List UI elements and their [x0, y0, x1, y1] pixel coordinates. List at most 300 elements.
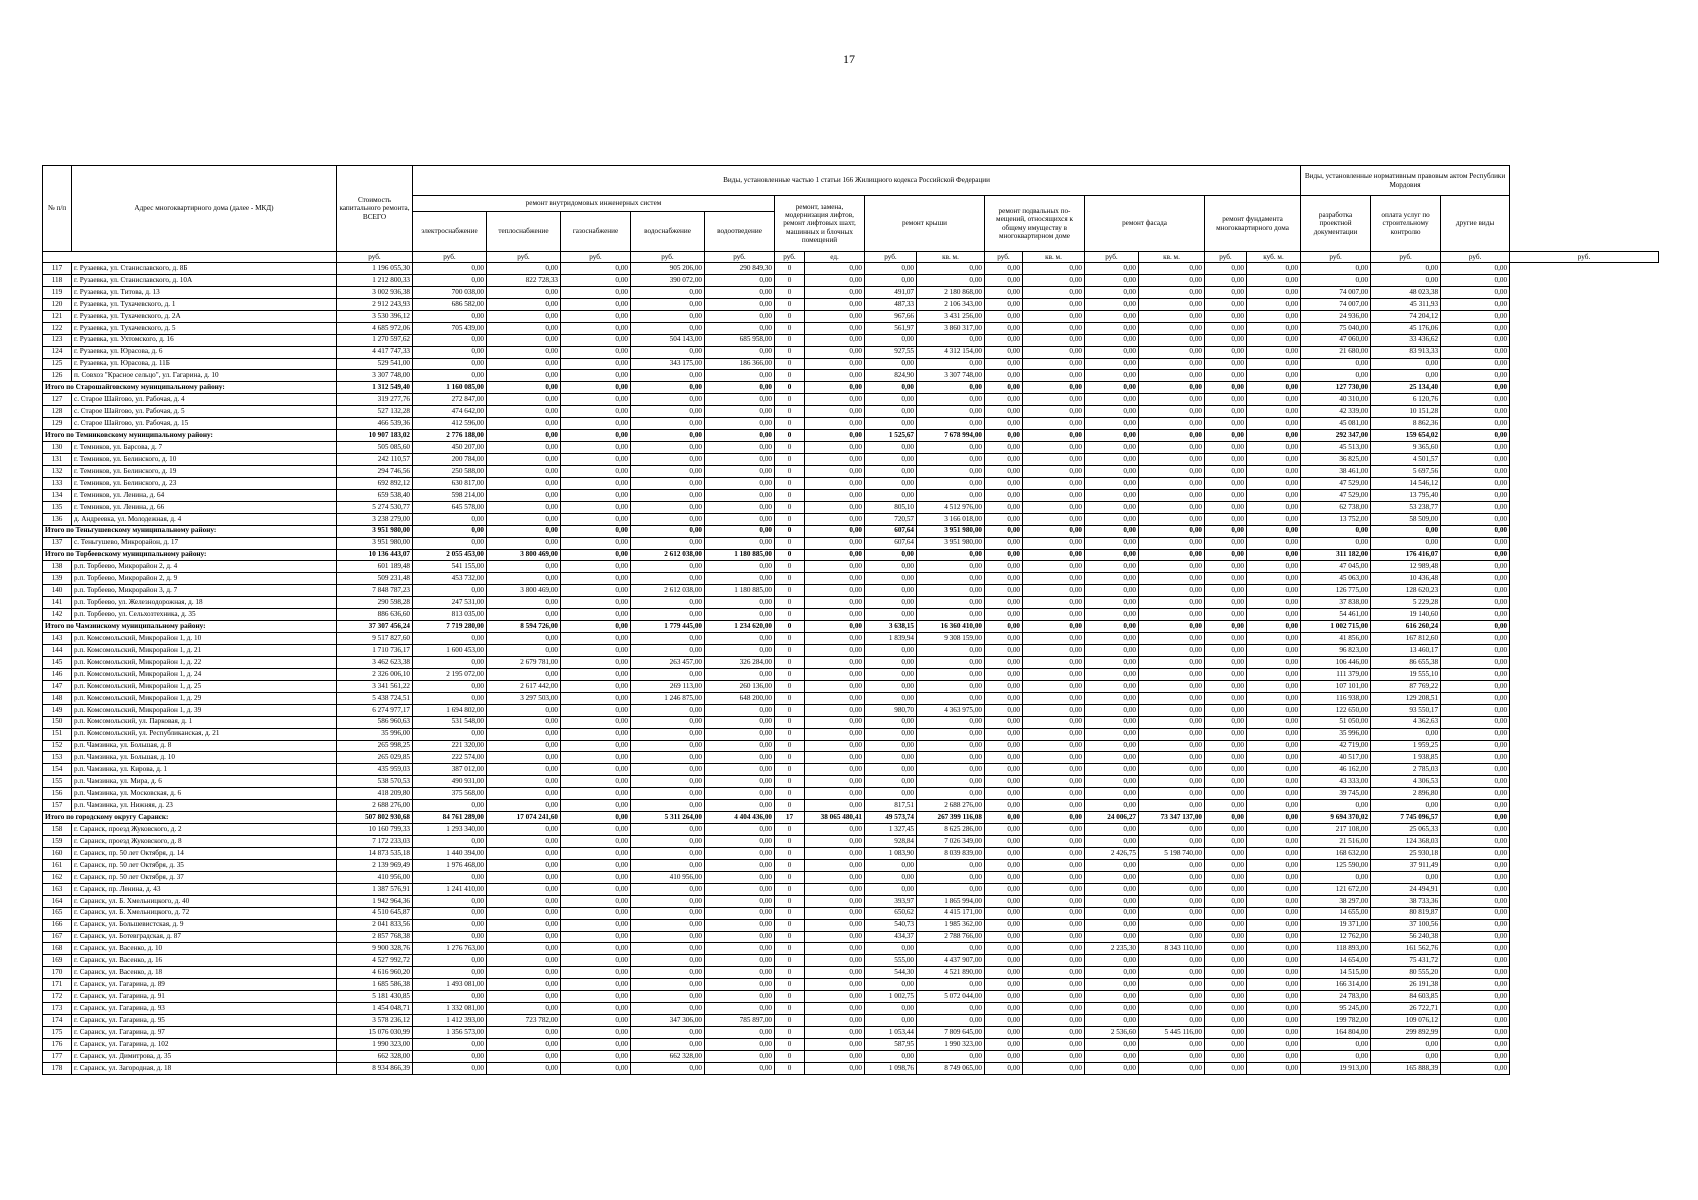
- value-cell: 0,00: [1023, 859, 1085, 871]
- value-cell: 1 493 081,00: [413, 979, 487, 991]
- value-cell: 0,00: [1139, 358, 1205, 370]
- value-cell: 0,00: [1441, 1027, 1510, 1039]
- value-cell: 509 231,48: [337, 573, 413, 585]
- value-cell: 0,00: [487, 776, 561, 788]
- value-cell: 0,00: [1023, 919, 1085, 931]
- value-cell: 0,00: [1371, 1038, 1441, 1050]
- value-cell: 0,00: [487, 824, 561, 836]
- value-cell: 0,00: [413, 1062, 487, 1074]
- value-cell: 0,00: [985, 585, 1023, 597]
- value-cell: 0: [775, 668, 805, 680]
- value-cell: 0,00: [1085, 919, 1139, 931]
- value-cell: 0,00: [631, 501, 705, 513]
- value-cell: 0,00: [561, 836, 631, 848]
- value-cell: 0,00: [805, 919, 865, 931]
- row-address: г. Темников, ул. Белинского, д. 10: [72, 454, 337, 466]
- table-row: [43, 573, 1659, 585]
- value-cell: 0,00: [1441, 895, 1510, 907]
- value-cell: 0,00: [1205, 346, 1247, 358]
- value-cell: 125 590,00: [1301, 859, 1371, 871]
- value-cell: 980,70: [865, 704, 917, 716]
- value-cell: 0,00: [487, 370, 561, 382]
- value-cell: 0,00: [1441, 656, 1510, 668]
- value-cell: 0,00: [1023, 346, 1085, 358]
- value-cell: 35 996,00: [337, 728, 413, 740]
- value-cell: 0,00: [805, 477, 865, 489]
- value-cell: 0,00: [705, 430, 775, 442]
- value-cell: 0,00: [705, 800, 775, 812]
- row-number: 161: [43, 859, 72, 871]
- value-cell: 0,00: [865, 943, 917, 955]
- value-cell: 0,00: [985, 1038, 1023, 1050]
- value-cell: 0,00: [985, 442, 1023, 454]
- table-row: [43, 883, 1659, 895]
- table-header: [43, 166, 1659, 263]
- value-cell: 0,00: [985, 298, 1023, 310]
- value-cell: 0,00: [561, 1003, 631, 1015]
- table-row: [43, 943, 1659, 955]
- value-cell: 0,00: [705, 1003, 775, 1015]
- table-row: [43, 477, 1659, 489]
- value-cell: 0,00: [1441, 955, 1510, 967]
- row-number: 131: [43, 454, 72, 466]
- value-cell: 805,10: [865, 501, 917, 513]
- value-cell: 0,00: [1205, 847, 1247, 859]
- value-cell: 0,00: [1205, 752, 1247, 764]
- value-cell: 0,00: [1247, 883, 1301, 895]
- row-number: 133: [43, 477, 72, 489]
- row-number: 140: [43, 585, 72, 597]
- value-cell: 0: [775, 704, 805, 716]
- row-address: г. Саранск, пр. 50 лет Октября, д. 37: [72, 871, 337, 883]
- value-cell: 12 989,48: [1371, 561, 1441, 573]
- value-cell: 0,00: [1247, 263, 1301, 275]
- value-cell: 127 730,00: [1301, 382, 1371, 394]
- value-cell: 0,00: [413, 263, 487, 275]
- value-cell: 0,00: [1023, 991, 1085, 1003]
- value-cell: 159 654,02: [1371, 430, 1441, 442]
- row-number: 154: [43, 764, 72, 776]
- value-cell: 0,00: [1023, 716, 1085, 728]
- value-cell: 0,00: [1139, 454, 1205, 466]
- value-cell: 0: [775, 454, 805, 466]
- value-cell: 450 207,00: [413, 442, 487, 454]
- value-cell: 265 998,25: [337, 740, 413, 752]
- value-cell: 0,00: [917, 442, 985, 454]
- value-cell: 0,00: [1085, 967, 1139, 979]
- row-address: р.п. Комсомольский, Микрорайон 1, д. 29: [72, 692, 337, 704]
- value-cell: 0,00: [1139, 907, 1205, 919]
- value-cell: 41 856,00: [1301, 633, 1371, 645]
- value-cell: 0,00: [865, 656, 917, 668]
- value-cell: 0,00: [1023, 704, 1085, 716]
- value-cell: 0: [775, 370, 805, 382]
- value-cell: 418 209,80: [337, 788, 413, 800]
- value-cell: 222 574,00: [413, 752, 487, 764]
- value-cell: 387 012,00: [413, 764, 487, 776]
- value-cell: 0,00: [1247, 489, 1301, 501]
- value-cell: 1 246 875,00: [631, 692, 705, 704]
- value-cell: 487,33: [865, 298, 917, 310]
- value-cell: 0,00: [865, 788, 917, 800]
- value-cell: 0,00: [1205, 955, 1247, 967]
- value-cell: 0,00: [631, 1038, 705, 1050]
- value-cell: 0,00: [1441, 489, 1510, 501]
- value-cell: 0,00: [487, 358, 561, 370]
- value-cell: 0,00: [1247, 513, 1301, 525]
- value-cell: 0,00: [985, 991, 1023, 1003]
- value-cell: 0,00: [805, 573, 865, 585]
- value-cell: 16 360 410,00: [917, 621, 985, 633]
- value-cell: 0,00: [631, 418, 705, 430]
- value-cell: 0,00: [1023, 943, 1085, 955]
- value-cell: 1 270 597,62: [337, 334, 413, 346]
- table-body: [43, 263, 1659, 1075]
- value-cell: 0,00: [805, 836, 865, 848]
- value-cell: 0,00: [1085, 800, 1139, 812]
- value-cell: 0,00: [805, 298, 865, 310]
- value-cell: 19 555,10: [1371, 668, 1441, 680]
- value-cell: 3 462 623,38: [337, 656, 413, 668]
- value-cell: 0,00: [561, 477, 631, 489]
- value-cell: 0,00: [917, 561, 985, 573]
- value-cell: 0,00: [1139, 561, 1205, 573]
- value-cell: 0: [775, 752, 805, 764]
- value-cell: 0,00: [865, 585, 917, 597]
- value-cell: 453 732,00: [413, 573, 487, 585]
- value-cell: 24 936,00: [1301, 310, 1371, 322]
- value-cell: 0,00: [917, 776, 985, 788]
- value-cell: 587,95: [865, 1038, 917, 1050]
- row-number: 163: [43, 883, 72, 895]
- value-cell: 692 892,12: [337, 477, 413, 489]
- value-cell: 2 235,30: [1085, 943, 1139, 955]
- value-cell: 0,00: [631, 322, 705, 334]
- value-cell: 0,00: [985, 489, 1023, 501]
- row-address: р.п. Комсомольский, Микрорайон 1, д. 10: [72, 633, 337, 645]
- value-cell: 0,00: [865, 680, 917, 692]
- value-cell: 45 063,00: [1301, 573, 1371, 585]
- value-cell: 0,00: [705, 907, 775, 919]
- value-cell: 0,00: [1023, 561, 1085, 573]
- value-cell: 0,00: [1247, 501, 1301, 513]
- value-cell: 0,00: [985, 1062, 1023, 1074]
- value-cell: 0,00: [917, 274, 985, 286]
- value-cell: 0,00: [1023, 967, 1085, 979]
- value-cell: 290 598,28: [337, 597, 413, 609]
- table-row: [43, 1027, 1659, 1039]
- value-cell: 0,00: [1085, 585, 1139, 597]
- value-cell: 19 371,00: [1301, 919, 1371, 931]
- value-cell: 0,00: [1205, 704, 1247, 716]
- value-cell: 0,00: [1205, 668, 1247, 680]
- value-cell: 0,00: [1139, 764, 1205, 776]
- row-number: 167: [43, 931, 72, 943]
- value-cell: 0,00: [1139, 1062, 1205, 1074]
- value-cell: 785 897,00: [705, 1015, 775, 1027]
- row-number: 128: [43, 406, 72, 418]
- row-address: с. Старое Шайгово, ул. Рабочая, д. 15: [72, 418, 337, 430]
- value-cell: 0,00: [631, 537, 705, 549]
- value-cell: 0,00: [1023, 836, 1085, 848]
- value-cell: 0,00: [631, 286, 705, 298]
- value-cell: 598 214,00: [413, 489, 487, 501]
- value-cell: 1 685 586,38: [337, 979, 413, 991]
- value-cell: 0,00: [1085, 609, 1139, 621]
- value-cell: 0,00: [705, 394, 775, 406]
- table-row: [43, 633, 1659, 645]
- value-cell: 0,00: [1441, 764, 1510, 776]
- value-cell: 0,00: [917, 382, 985, 394]
- value-cell: 0,00: [1139, 800, 1205, 812]
- value-cell: 0: [775, 501, 805, 513]
- value-cell: 0,00: [1301, 537, 1371, 549]
- value-cell: 40 517,00: [1301, 752, 1371, 764]
- unit-cell: руб.: [865, 252, 917, 263]
- value-cell: 967,66: [865, 310, 917, 322]
- value-cell: 47 045,00: [1301, 561, 1371, 573]
- total-row: [43, 621, 1659, 633]
- value-cell: 0,00: [1085, 370, 1139, 382]
- table-row: [43, 442, 1659, 454]
- value-cell: 0,00: [1441, 394, 1510, 406]
- value-cell: 0,00: [1441, 1003, 1510, 1015]
- value-cell: 0,00: [561, 1062, 631, 1074]
- value-cell: 0,00: [1205, 1027, 1247, 1039]
- unit-cell: руб.: [1510, 252, 1659, 263]
- value-cell: 0,00: [1371, 1050, 1441, 1062]
- value-cell: 0,00: [1139, 442, 1205, 454]
- value-cell: 0,00: [1441, 943, 1510, 955]
- row-address: г. Рузаевка, ул. Титова, д. 13: [72, 286, 337, 298]
- col-engineering: ремонт внутридомовых инженерных систем: [413, 196, 775, 212]
- value-cell: 0,00: [1205, 274, 1247, 286]
- col-elevators: ремонт, замена, модернизация лифтов, ремонт лифтовых шахт, машинных и блочных помещений: [775, 196, 865, 252]
- value-cell: 0,00: [1085, 1038, 1139, 1050]
- value-cell: 0,00: [487, 836, 561, 848]
- value-cell: 0,00: [561, 465, 631, 477]
- value-cell: 0,00: [865, 883, 917, 895]
- value-cell: 0,00: [985, 465, 1023, 477]
- value-cell: 0,00: [1441, 812, 1510, 824]
- row-number: 117: [43, 263, 72, 275]
- value-cell: 0,00: [985, 943, 1023, 955]
- row-address: г. Саранск, ул. Гагарина, д. 95: [72, 1015, 337, 1027]
- value-cell: 0,00: [805, 895, 865, 907]
- table-row: [43, 370, 1659, 382]
- value-cell: 527 132,28: [337, 406, 413, 418]
- value-cell: 0,00: [561, 609, 631, 621]
- value-cell: 0,00: [1247, 430, 1301, 442]
- value-cell: 0,00: [985, 931, 1023, 943]
- value-cell: 0,00: [1441, 788, 1510, 800]
- value-cell: 0,00: [1023, 728, 1085, 740]
- value-cell: 0,00: [487, 859, 561, 871]
- row-number: 132: [43, 465, 72, 477]
- value-cell: 0,00: [1247, 1062, 1301, 1074]
- value-cell: 0,00: [705, 776, 775, 788]
- value-cell: 0,00: [1247, 1038, 1301, 1050]
- value-cell: 0,00: [1247, 477, 1301, 489]
- value-cell: 0,00: [805, 322, 865, 334]
- value-cell: 0,00: [805, 692, 865, 704]
- value-cell: 0,00: [1023, 585, 1085, 597]
- value-cell: 0: [775, 263, 805, 275]
- value-cell: 7 848 787,23: [337, 585, 413, 597]
- value-cell: 0,00: [487, 967, 561, 979]
- value-cell: 0,00: [1205, 1062, 1247, 1074]
- value-cell: 0,00: [705, 871, 775, 883]
- value-cell: 0,00: [705, 895, 775, 907]
- value-cell: 0,00: [985, 537, 1023, 549]
- value-cell: 0,00: [1247, 394, 1301, 406]
- value-cell: 0: [775, 907, 805, 919]
- value-cell: 0,00: [917, 406, 985, 418]
- value-cell: 0,00: [705, 418, 775, 430]
- value-cell: 0,00: [985, 919, 1023, 931]
- value-cell: 0,00: [865, 752, 917, 764]
- value-cell: 927,55: [865, 346, 917, 358]
- value-cell: 17: [775, 812, 805, 824]
- total-row: [43, 525, 1659, 537]
- value-cell: 0,00: [1205, 907, 1247, 919]
- value-cell: 0,00: [1441, 465, 1510, 477]
- value-cell: 2 180 868,00: [917, 286, 985, 298]
- value-cell: 0,00: [561, 418, 631, 430]
- value-cell: 0,00: [487, 442, 561, 454]
- value-cell: 0,00: [1441, 597, 1510, 609]
- value-cell: 0,00: [805, 776, 865, 788]
- value-cell: 0,00: [1085, 1062, 1139, 1074]
- value-cell: 3 638,15: [865, 621, 917, 633]
- value-cell: 1 694 802,00: [413, 704, 487, 716]
- unit-cell: ед.: [805, 252, 865, 263]
- value-cell: 1 196 055,30: [337, 263, 413, 275]
- table-row: [43, 334, 1659, 346]
- value-cell: 0,00: [705, 609, 775, 621]
- value-cell: 0,00: [631, 764, 705, 776]
- value-cell: 0,00: [917, 609, 985, 621]
- col-facade: ремонт фасада: [1085, 196, 1205, 252]
- value-cell: 38 461,00: [1301, 465, 1371, 477]
- value-cell: 0,00: [487, 561, 561, 573]
- value-cell: 586 960,63: [337, 716, 413, 728]
- value-cell: 0,00: [1247, 465, 1301, 477]
- value-cell: 0,00: [865, 668, 917, 680]
- value-cell: 0,00: [1023, 1062, 1085, 1074]
- value-cell: 265 029,85: [337, 752, 413, 764]
- value-cell: 0,00: [805, 668, 865, 680]
- row-address: г. Рузаевка, ул. Тухачевского, д. 5: [72, 322, 337, 334]
- value-cell: 4 501,57: [1371, 454, 1441, 466]
- value-cell: 410 956,00: [631, 871, 705, 883]
- value-cell: 0: [775, 274, 805, 286]
- value-cell: 0,00: [1441, 824, 1510, 836]
- value-cell: 0,00: [865, 382, 917, 394]
- value-cell: 0,00: [1441, 680, 1510, 692]
- table-row: [43, 859, 1659, 871]
- value-cell: 0,00: [805, 1027, 865, 1039]
- value-cell: 0,00: [1023, 263, 1085, 275]
- value-cell: 0,00: [985, 382, 1023, 394]
- value-cell: 1 002 715,00: [1301, 621, 1371, 633]
- table-row: [43, 740, 1659, 752]
- value-cell: 1 098,76: [865, 1062, 917, 1074]
- value-cell: 0,00: [1441, 322, 1510, 334]
- value-cell: 0,00: [413, 836, 487, 848]
- table-row: [43, 907, 1659, 919]
- value-cell: 343 175,00: [631, 358, 705, 370]
- value-cell: 326 284,00: [705, 656, 775, 668]
- value-cell: 0: [775, 621, 805, 633]
- value-cell: 0,00: [413, 967, 487, 979]
- value-cell: 412 596,00: [413, 418, 487, 430]
- unit-cell: кв. м.: [917, 252, 985, 263]
- value-cell: 0,00: [1139, 573, 1205, 585]
- value-cell: 0,00: [985, 310, 1023, 322]
- table-row: [43, 274, 1659, 286]
- value-cell: 84 761 289,00: [413, 812, 487, 824]
- table-row: [43, 310, 1659, 322]
- value-cell: 0,00: [805, 406, 865, 418]
- value-cell: 0,00: [1023, 1015, 1085, 1027]
- value-cell: 0,00: [1205, 716, 1247, 728]
- row-address: г. Рузаевка, ул. Юрасова, д. 11Б: [72, 358, 337, 370]
- value-cell: 0,00: [1023, 609, 1085, 621]
- value-cell: 1 180 885,00: [705, 549, 775, 561]
- value-cell: 0,00: [561, 621, 631, 633]
- value-cell: 0,00: [865, 871, 917, 883]
- value-cell: 0,00: [1441, 1062, 1510, 1074]
- value-cell: 0,00: [1441, 334, 1510, 346]
- value-cell: 0,00: [805, 871, 865, 883]
- value-cell: 0: [775, 871, 805, 883]
- value-cell: 0,00: [1441, 919, 1510, 931]
- value-cell: 0,00: [985, 764, 1023, 776]
- value-cell: 3 307 748,00: [337, 370, 413, 382]
- value-cell: 0: [775, 597, 805, 609]
- value-cell: 0,00: [631, 895, 705, 907]
- value-cell: 0,00: [1085, 991, 1139, 1003]
- value-cell: 0,00: [1085, 895, 1139, 907]
- row-address: г. Саранск, ул. Гагарина, д. 93: [72, 1003, 337, 1015]
- value-cell: 0,00: [1247, 358, 1301, 370]
- row-number: 118: [43, 274, 72, 286]
- value-cell: 0,00: [917, 859, 985, 871]
- value-cell: 0,00: [805, 955, 865, 967]
- value-cell: 0,00: [1023, 358, 1085, 370]
- total-row: [43, 430, 1659, 442]
- value-cell: 14 873 535,18: [337, 847, 413, 859]
- value-cell: 87 769,22: [1371, 680, 1441, 692]
- value-cell: 504 143,00: [631, 334, 705, 346]
- value-cell: 0,00: [1441, 382, 1510, 394]
- value-cell: 0,00: [561, 716, 631, 728]
- total-row: [43, 382, 1659, 394]
- value-cell: 0: [775, 418, 805, 430]
- value-cell: 0,00: [917, 680, 985, 692]
- repair-program-table: [42, 165, 1659, 1075]
- value-cell: 0,00: [631, 513, 705, 525]
- value-cell: 4 685 972,06: [337, 322, 413, 334]
- value-cell: 1 160 085,00: [413, 382, 487, 394]
- value-cell: 0,00: [561, 334, 631, 346]
- value-cell: 0,00: [1023, 871, 1085, 883]
- table-row: [43, 394, 1659, 406]
- value-cell: 720,57: [865, 513, 917, 525]
- value-cell: 0,00: [1247, 561, 1301, 573]
- value-cell: 0: [775, 298, 805, 310]
